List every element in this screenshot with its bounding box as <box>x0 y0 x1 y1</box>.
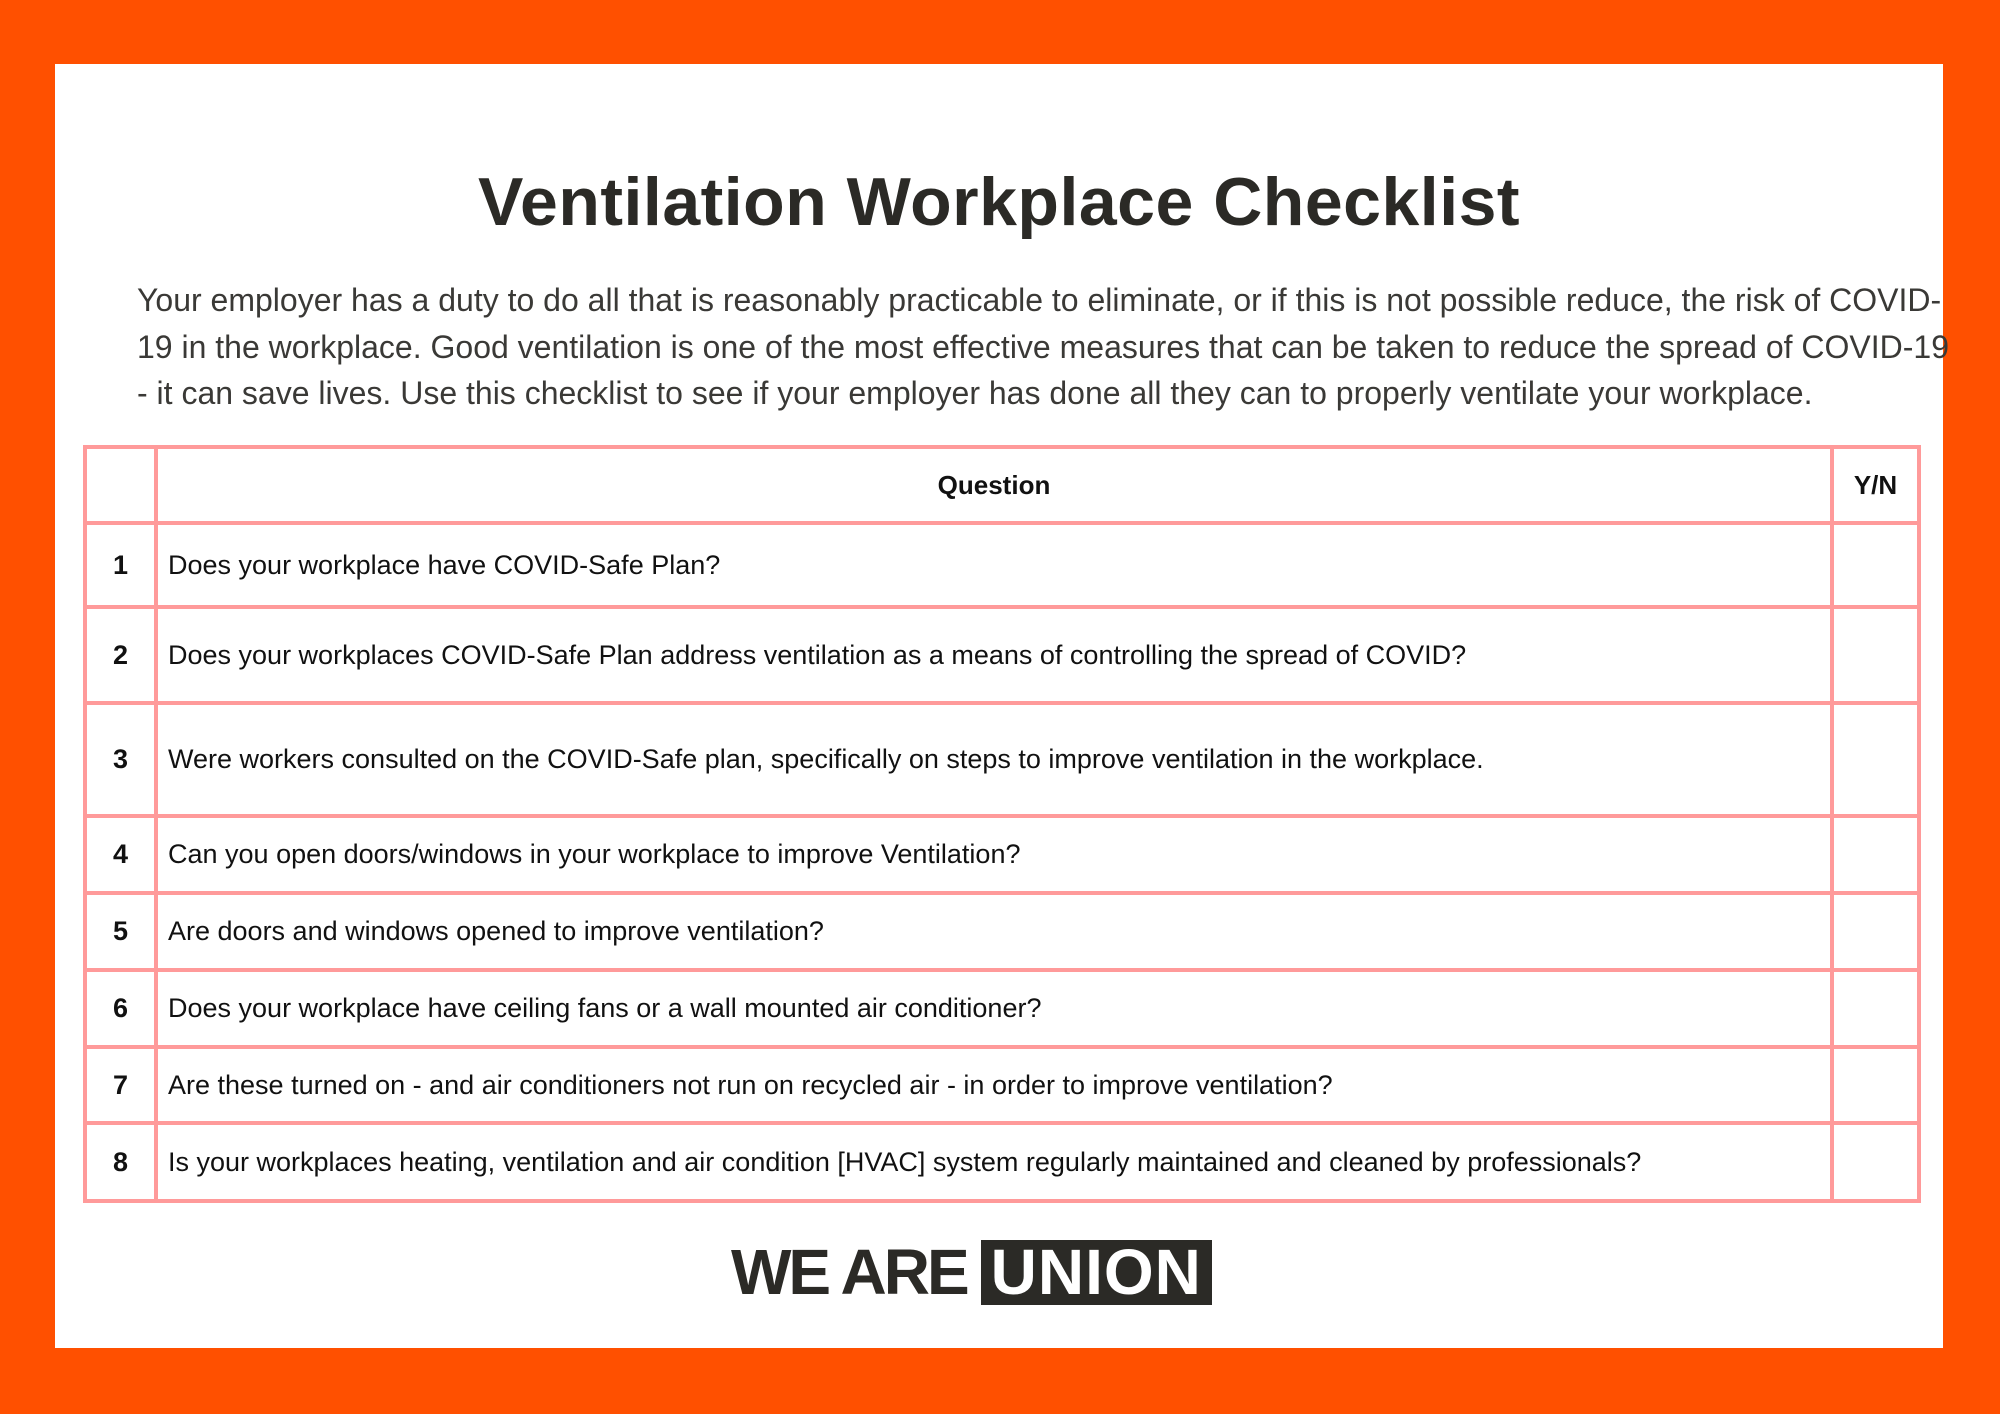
checklist-table <box>83 445 1921 1203</box>
table-row <box>85 1123 1919 1201</box>
row-question: Does your workplace have ceiling fans or a wall mounted air conditioner? <box>156 970 1832 1047</box>
table-row <box>85 607 1919 703</box>
row-question: Is your workplaces heating, ventilation and air condition [HVAC] system regularly maintained and cleaned by professionals? <box>156 1123 1832 1201</box>
logo-union: UNION <box>981 1240 1212 1305</box>
row-number: 2 <box>85 607 156 703</box>
table-row <box>85 816 1919 893</box>
page-title: Ventilation Workplace Checklist <box>477 164 1521 240</box>
answer-cell[interactable] <box>1832 1123 1919 1201</box>
logo-we-are: WE ARE <box>731 1236 967 1308</box>
answer-cell[interactable] <box>1832 703 1919 816</box>
table-row <box>85 1047 1919 1123</box>
header-question: Question <box>156 447 1832 523</box>
row-number: 3 <box>85 703 156 816</box>
table-row <box>85 703 1919 816</box>
header-yn: Y/N <box>1832 447 1919 523</box>
answer-cell[interactable] <box>1832 816 1919 893</box>
table-row <box>85 523 1919 607</box>
answer-cell[interactable] <box>1832 523 1919 607</box>
row-number: 8 <box>85 1123 156 1201</box>
row-number: 4 <box>85 816 156 893</box>
row-number: 5 <box>85 893 156 970</box>
row-number: 7 <box>85 1047 156 1123</box>
row-question: Are doors and windows opened to improve ventilation? <box>156 893 1832 970</box>
we-are-union-logo <box>731 1236 1212 1308</box>
row-number: 1 <box>85 523 156 607</box>
row-question: Were workers consulted on the COVID-Safe plan, specifically on steps to improve ventilation in the workplace. <box>156 703 1832 816</box>
row-question: Are these turned on - and air conditioners not run on recycled air - in order to improve ventilation? <box>156 1047 1832 1123</box>
answer-cell[interactable] <box>1832 1047 1919 1123</box>
answer-cell[interactable] <box>1832 970 1919 1047</box>
answer-cell[interactable] <box>1832 607 1919 703</box>
header-number <box>85 447 156 523</box>
row-number: 6 <box>85 970 156 1047</box>
answer-cell[interactable] <box>1832 893 1919 970</box>
row-question: Can you open doors/windows in your workplace to improve Ventilation? <box>156 816 1832 893</box>
row-question: Does your workplace have COVID-Safe Plan? <box>156 523 1832 607</box>
table-row <box>85 970 1919 1047</box>
table-row <box>85 893 1919 970</box>
row-question: Does your workplaces COVID-Safe Plan address ventilation as a means of controlling the spread of COVID? <box>156 607 1832 703</box>
intro-paragraph: Your employer has a duty to do all that is reasonably practicable to eliminate, or if this is not possible reduce, the risk of COVID-19 in the workplace. Good ventilation is one of the most effective measures that can be taken to reduce the spread of COVID-19 - it can save lives. Use this checklist to see if your employer has done all they can to properly ventilate your workplace. <box>137 282 1949 411</box>
table-header-row <box>85 447 1919 523</box>
